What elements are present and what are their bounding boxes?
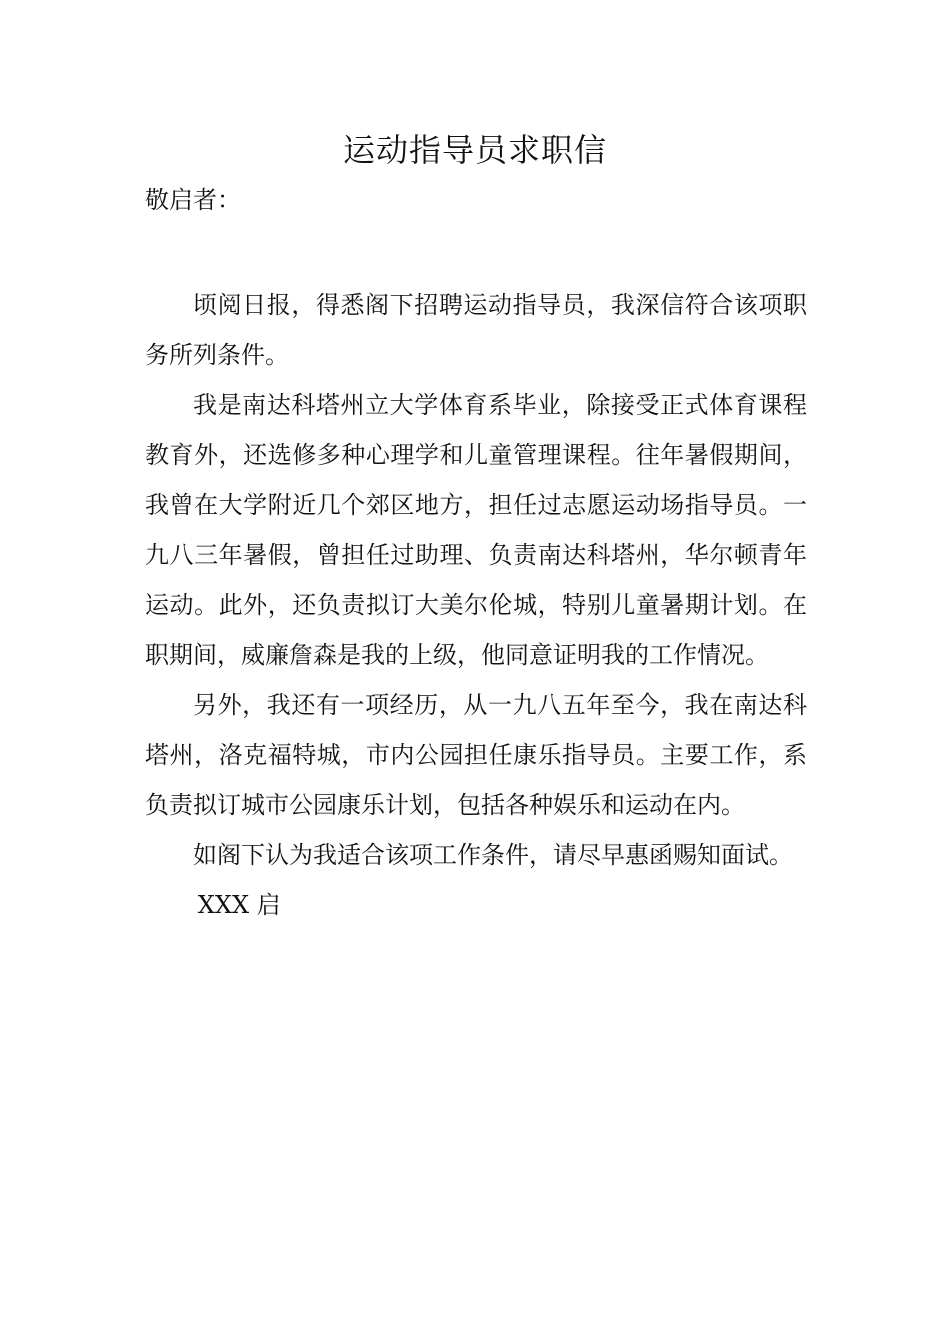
paragraph-2: 我是南达科塔州立大学体育系毕业，除接受正式体育课程教育外，还选修多种心理学和儿童管理课程。往年暑假期间，我曾在大学附近几个郊区地方，担任过志愿运动场指导员。一九八三年暑假，曾担任过助理、负责南达科塔州，华尔顿青年运动。此外，还负责拟订大美尔伦城，特别儿童暑期计划。在职期间，威廉詹森是我的上级，他同意证明我的工作情况。 — [145, 391, 807, 669]
document-title: 运动指导员求职信 — [342, 131, 607, 169]
paragraph-1: 顷阅日报，得悉阁下招聘运动指导员，我深信符合该项职务所列条件。 — [145, 291, 807, 369]
paragraph-4: 如阁下认为我适合该项工作条件，请尽早惠函赐知面试。 — [193, 841, 793, 869]
salutation: 敬启者： — [145, 186, 241, 214]
paragraph-3: 另外，我还有一项经历，从一九八五年至今，我在南达科塔州，洛克福特城，市内公园担任康乐指导员。主要工作，系负责拟订城市公园康乐计划，包括各种娱乐和运动在内。 — [145, 691, 807, 819]
letter-body — [145, 280, 807, 930]
signature: XXX 启 — [197, 891, 281, 919]
